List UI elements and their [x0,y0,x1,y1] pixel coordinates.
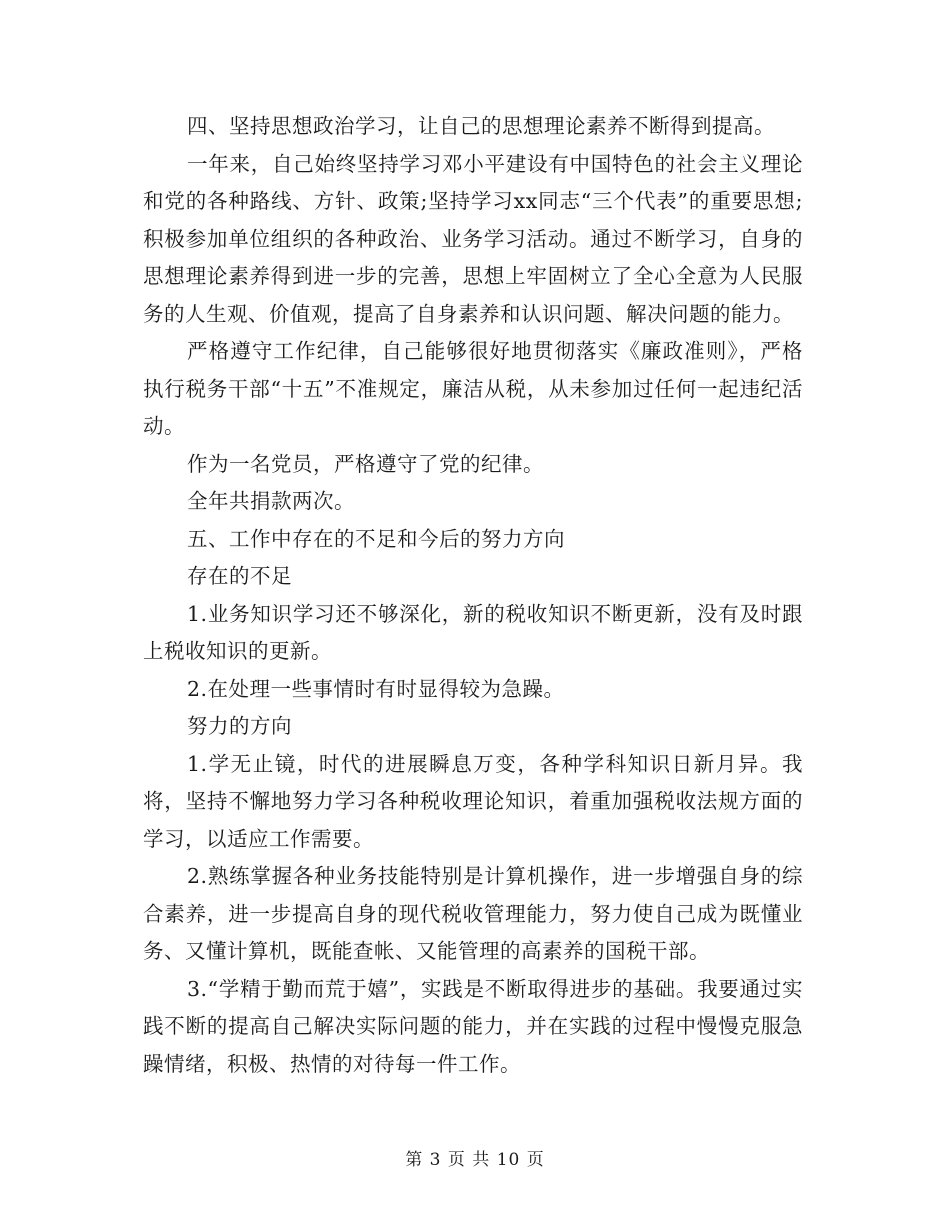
list-item-shortcoming-2: 2.在处理一些事情时有时显得较为急躁。 [187,676,565,701]
document-body [143,108,803,1083]
subheading-shortcomings: 存在的不足 [187,564,292,588]
paragraph-party-member: 作为一名党员，严格遵守了党的纪律。 [187,451,544,476]
paragraph-donation: 全年共捐款两次。 [187,489,355,513]
list-item-direction-3: 3.“学精于勤而荒于嬉”，实践是不断取得进步的基础。我要通过实践不断的提高自己解决实际问题的能力，并在实践的过程中慢慢克服急躁情绪，积极、热情的对待每一件工作。 [143,976,803,1076]
list-item-direction-1: 1.学无止镜，时代的进展瞬息万变，各种学科知识日新月异。我将，坚持不懈地努力学习各种税收理论知识，着重加强税收法规方面的学习，以适应工作需要。 [143,751,803,851]
page-number-footer: 第 3 页 共 10 页 [405,1150,545,1170]
section-heading-four: 四、坚持思想政治学习，让自己的思想理论素养不断得到提高。 [187,114,775,138]
section-heading-five: 五、工作中存在的不足和今后的努力方向 [187,526,565,551]
list-item-shortcoming-1: 1.业务知识学习还不够深化，新的税收知识不断更新，没有及时跟上税收知识的更新。 [143,601,803,663]
list-item-direction-2: 2.熟练掌握各种业务技能特别是计算机操作，进一步增强自身的综合素养，进一步提高自身的现代税收管理能力，努力使自己成为既懂业务、又懂计算机，既能查帐、又能管理的高素养的国税干部。 [143,864,803,963]
subheading-direction: 努力的方向 [187,714,292,738]
paragraph-discipline: 严格遵守工作纪律，自己能够很好地贯彻落实《廉政准则》，严格执行税务干部“十五”不准规定，廉洁从税，从未参加过任何一起违纪活动。 [143,339,803,438]
paragraph-study: 一年来，自己始终坚持学习邓小平建设有中国特色的社会主义理论和党的各种路线、方针、政策;坚持学习xx同志“三个代表”的重要思想;积极参加单位组织的各种政治、业务学习活动。通过不断学习，自身的思想理论素养得到进一步的完善，思想上牢固树立了全心全意为人民服务的人生观、价值观，提高了自身素养和认识问题、解决问题的能力。 [143,151,803,326]
